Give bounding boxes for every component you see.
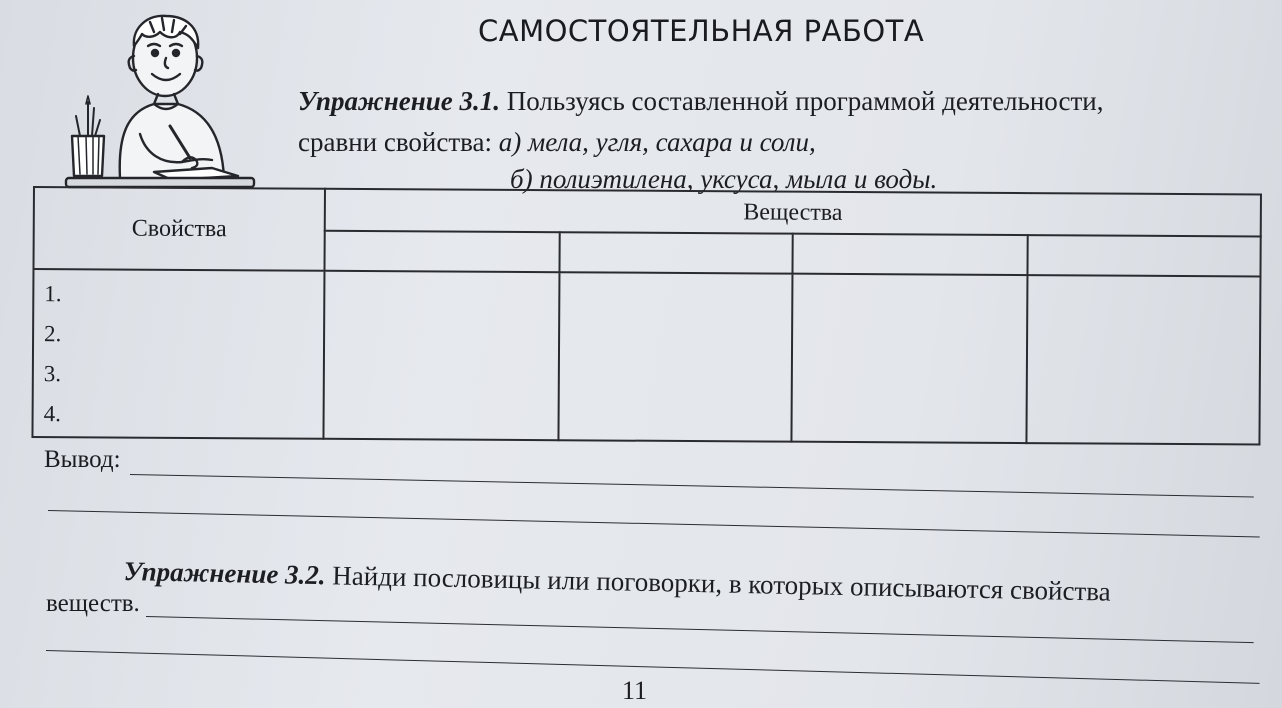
answer-cell-2[interactable] [558, 272, 792, 441]
row-number-4: 4. [43, 401, 61, 427]
substance-cell-3[interactable] [792, 234, 1027, 275]
row-number-1: 1. [44, 281, 62, 307]
exercise-2-text-2: веществ. [46, 590, 140, 617]
conclusion-write-line-2[interactable] [48, 510, 1260, 537]
student-writing-illustration-icon [62, 8, 262, 190]
answer-cell-4[interactable] [1026, 275, 1260, 444]
answer-cell-3[interactable] [791, 274, 1027, 443]
exercise-1-option-a: а) мела, угля, сахара и соли, [498, 127, 816, 157]
answer-cell-1[interactable] [323, 271, 559, 440]
exercise-1-heading: Упражнение 3.1. [298, 86, 500, 116]
exercise-2-line-1 [123, 556, 1111, 608]
exercise-1-line-1 [298, 86, 1103, 117]
exercise-2-heading: Упражнение 3.2. [123, 556, 326, 591]
page-title: САМОСТОЯТЕЛЬНАЯ РАБОТА [478, 14, 925, 48]
substance-cell-2[interactable] [559, 232, 792, 273]
exercise-2-write-line-2[interactable] [46, 650, 1260, 684]
properties-header: Свойства [33, 187, 324, 271]
substance-cell-4[interactable] [1027, 235, 1260, 276]
exercise-2-write-line-1[interactable] [146, 616, 1254, 643]
substance-cell-1[interactable] [324, 231, 559, 272]
exercise-1-text-2-prefix: сравни свойства: [298, 127, 493, 157]
exercise-1-option-b: б) полиэтилена, уксуса, мыла и воды. [510, 164, 938, 194]
conclusion-label: Вывод: [44, 446, 121, 473]
properties-table [31, 186, 1262, 446]
exercise-2-text-1: Найди пословицы или поговорки, в которых описываются свойства [332, 560, 1111, 607]
substances-header: Вещества [325, 189, 1261, 237]
row-number-2: 2. [44, 321, 62, 347]
conclusion-write-line-1[interactable] [130, 474, 1254, 498]
exercise-1-text-1: Пользуясь составленной программой деятельности, [506, 86, 1104, 116]
property-rows-cell [32, 269, 324, 439]
page-number: 11 [622, 676, 648, 705]
row-number-3: 3. [43, 361, 62, 387]
exercise-1-line-2 [298, 127, 816, 158]
